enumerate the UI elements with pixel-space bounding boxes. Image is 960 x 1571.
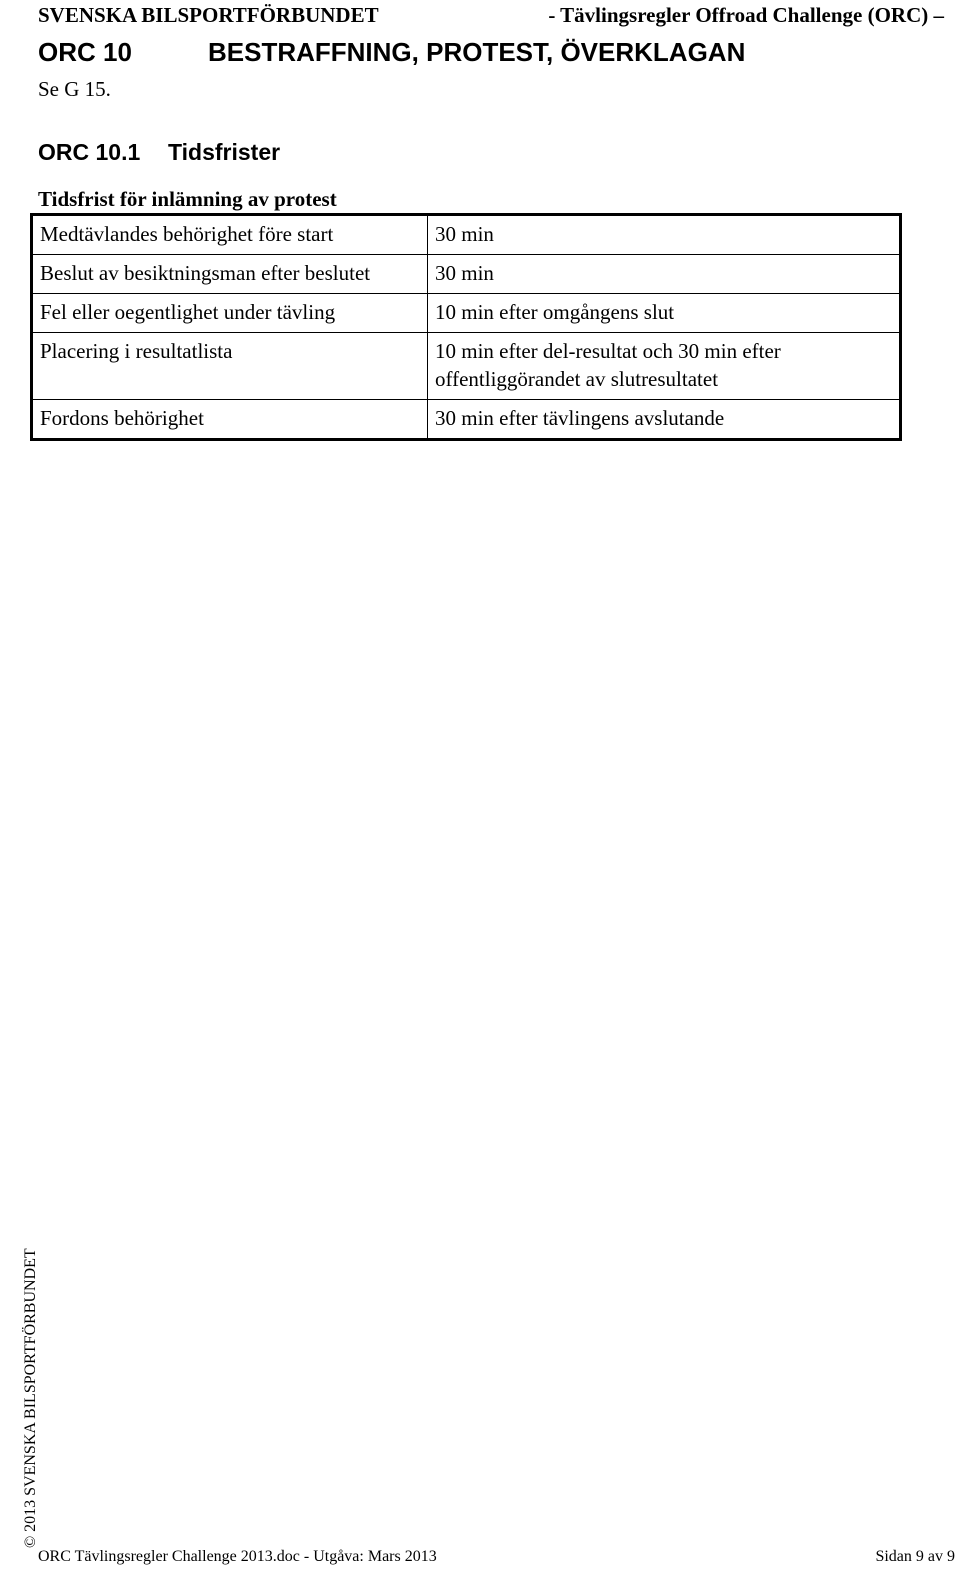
- table-row: [32, 215, 901, 255]
- section-title: Tidsfrister: [168, 139, 281, 165]
- protest-deadline-cell: 10 min efter omgångens slut: [428, 294, 901, 333]
- table-row: [32, 294, 901, 333]
- section-number: ORC 10.1: [38, 139, 141, 165]
- protest-subject-cell: Placering i resultatlista: [32, 333, 428, 400]
- table-row: [32, 333, 901, 400]
- footer-document-info: ORC Tävlingsregler Challenge 2013.doc - Utgåva: Mars 2013: [38, 1548, 437, 1565]
- protest-deadline-cell: 10 min efter del-resultat och 30 min efter offentliggörandet av slutresultatet: [428, 333, 901, 400]
- protest-subject-cell: Fordons behörighet: [32, 400, 428, 440]
- protest-deadline-cell: 30 min efter tävlingens avslutande: [428, 400, 901, 440]
- table-row: [32, 255, 901, 294]
- footer-page-number: Sidan 9 av 9: [875, 1548, 955, 1565]
- deadline-table: [30, 213, 902, 441]
- protest-subject-cell: Beslut av besiktningsman efter beslutet: [32, 255, 428, 294]
- table-row: [32, 400, 901, 440]
- protest-deadline-cell: 30 min: [428, 255, 901, 294]
- header-organization: SVENSKA BILSPORTFÖRBUNDET: [38, 3, 379, 27]
- protest-subject-cell: Fel eller oegentlighet under tävling: [32, 294, 428, 333]
- chapter-number: ORC 10: [38, 37, 132, 67]
- chapter-title: BESTRAFFNING, PROTEST, ÖVERKLAGAN: [208, 37, 746, 67]
- table-heading: Tidsfrist för inlämning av protest: [38, 187, 337, 211]
- chapter-reference: Se G 15.: [38, 77, 111, 101]
- protest-subject-cell: Medtävlandes behörighet före start: [32, 215, 428, 255]
- side-copyright: © 2013 SVENSKA BILSPORTFÖRBUNDET: [22, 1248, 39, 1548]
- protest-deadline-cell: 30 min: [428, 215, 901, 255]
- header-document-title: - Tävlingsregler Offroad Challenge (ORC) –: [548, 3, 944, 27]
